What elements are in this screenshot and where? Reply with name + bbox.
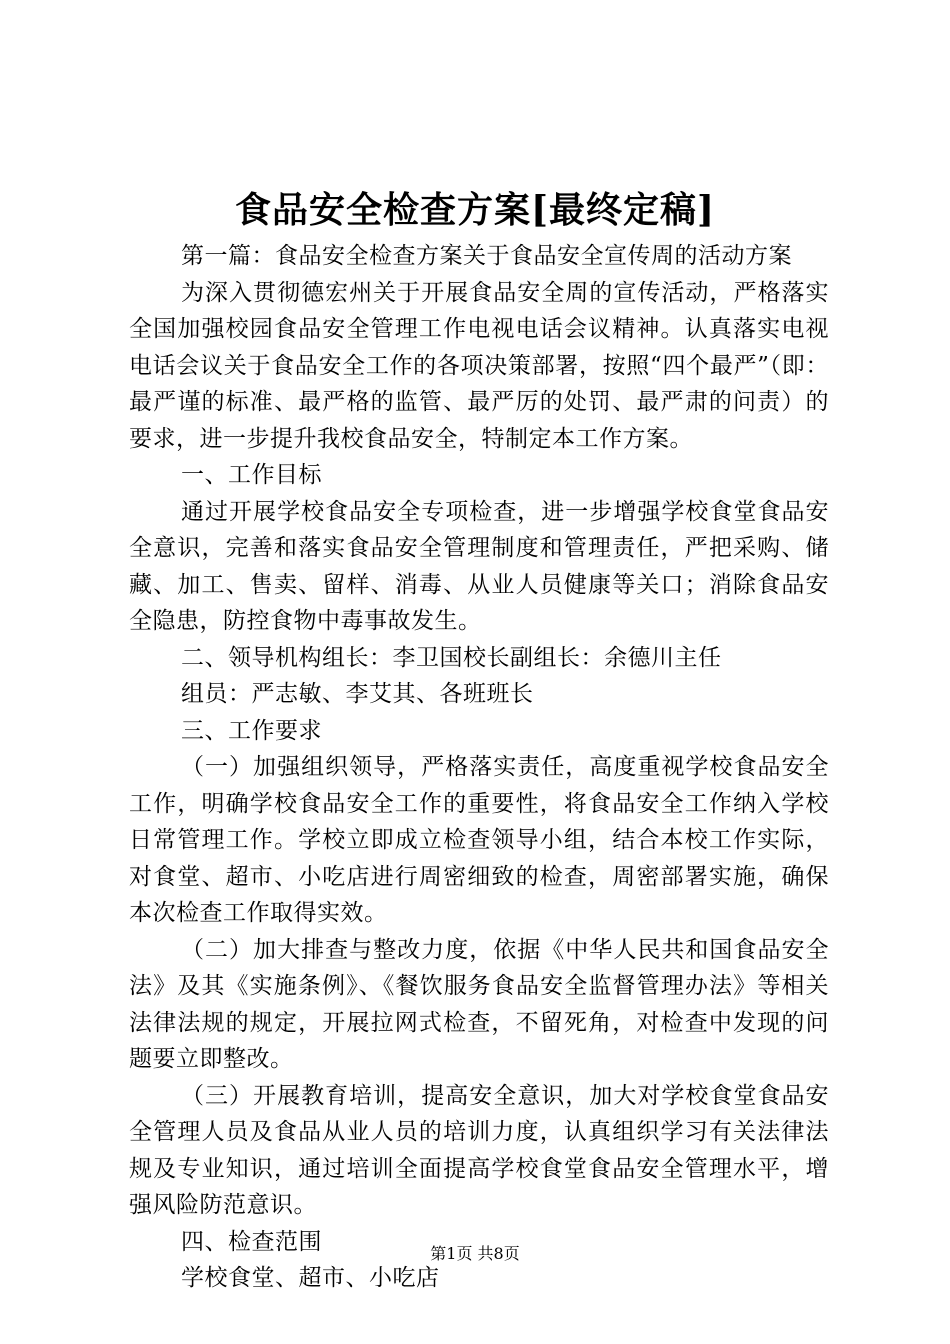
paragraph-requirement-2: （二）加大排查与整改力度，依据《中华人民共和国食品安全法》及其《实施条例》、《餐饮服务食品安全监督管理办法》等相关法律法规的规定，开展拉网式检查，不留死角，对检查中发现的问题要立即整改。 [129, 936, 829, 1072]
paragraph-inspection-scope: 学校食堂、超市、小吃店 [181, 1265, 440, 1291]
paragraph-members: 组员：严志敏、李艾其、各班班长 [181, 681, 534, 707]
paragraph-section-heading: 第一篇：食品安全检查方案关于食品安全宣传周的活动方案 [181, 243, 792, 269]
document-body [129, 238, 829, 1297]
paragraph-intro: 为深入贯彻德宏州关于开展食品安全周的宣传活动，严格落实全国加强校园食品安全管理工作电视电话会议精神。认真落实电视电话会议关于食品安全工作的各项决策部署，按照“四个最严”（即：最严谨的标准、最严格的监管、最严厉的处罚、最严肃的问责）的要求，进一步提升我校食品安全，特制定本工作方案。 [129, 279, 829, 452]
document-title: 食品安全检查方案[最终定稿] [234, 189, 716, 231]
heading-work-requirements: 三、工作要求 [181, 717, 322, 744]
heading-inspection-scope: 四、检查范围 [181, 1228, 322, 1255]
heading-work-goal: 一、工作目标 [181, 462, 322, 488]
paragraph-requirement-1: （一）加强组织领导，严格落实责任，高度重视学校食品安全工作，明确学校食品安全工作的重要性，将食品安全工作纳入学校日常管理工作。学校立即成立检查领导小组，结合本校工作实际，对食堂、超市、小吃店进行周密细致的检查，周密部署实施，确保本次检查工作取得实效。 [129, 754, 829, 926]
paragraph-leadership: 二、领导机构组长：李卫国校长副组长：余德川主任 [181, 644, 722, 671]
paragraph-work-goal: 通过开展学校食品安全专项检查，进一步增强学校食堂食品安全意识，完善和落实食品安全管理制度和管理责任，严把采购、储藏、加工、售卖、留样、消毒、从业人员健康等关口；消除食品安全隐患，防控食物中毒事故发生。 [129, 498, 829, 634]
paragraph-requirement-3: （三）开展教育培训，提高安全意识，加大对学校食堂食品安全管理人员及食品从业人员的培训力度，认真组织学习有关法律法规及专业知识，通过培训全面提高学校食堂食品安全管理水平，增强风险防范意识。 [129, 1082, 829, 1218]
page-footer: 第1页 共8页 [430, 1244, 520, 1263]
